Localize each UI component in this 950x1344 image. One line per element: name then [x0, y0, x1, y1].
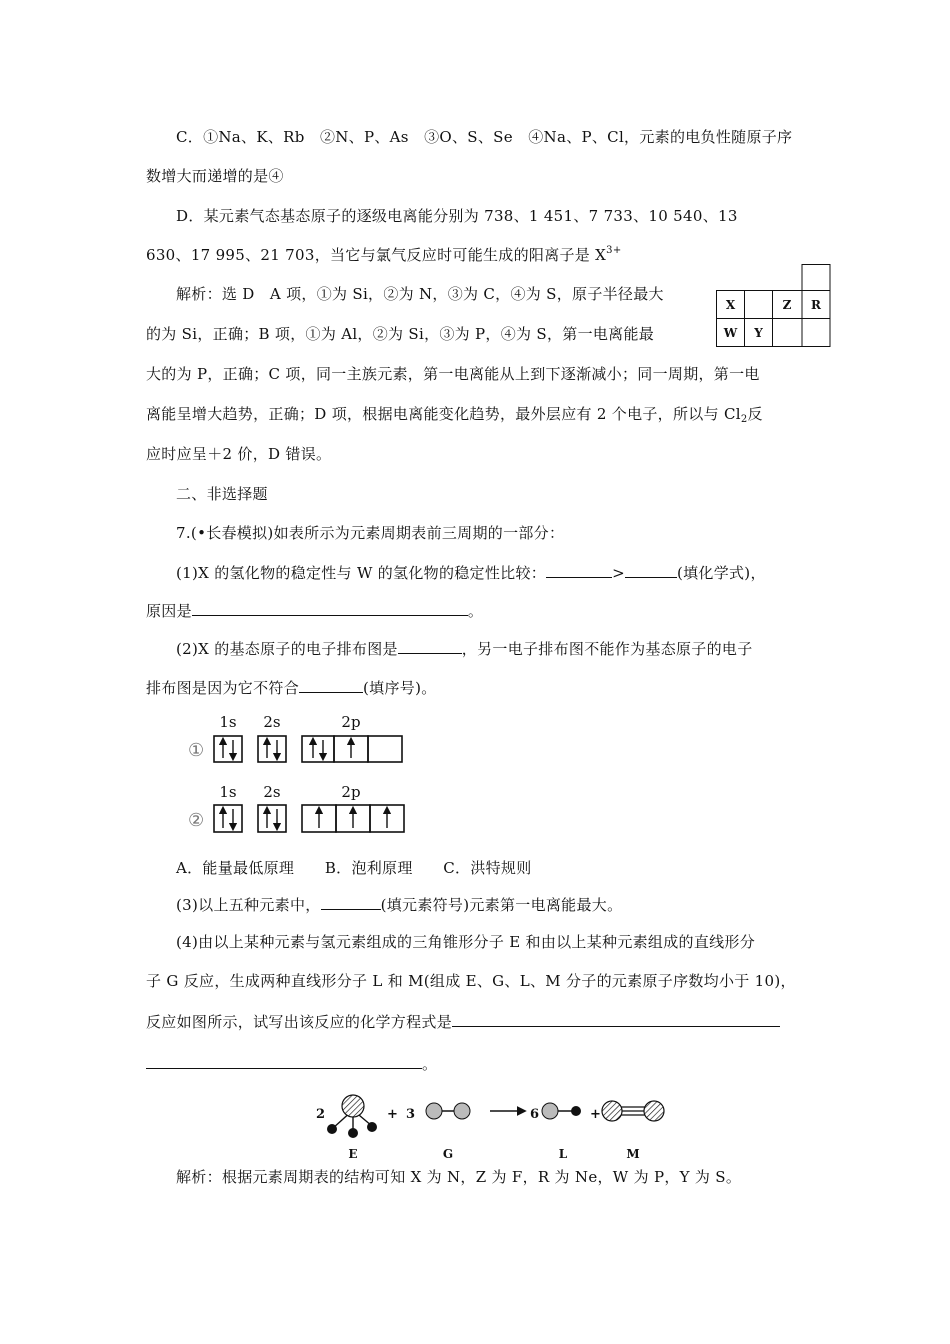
coefficient-l: 6	[530, 1107, 540, 1122]
q7-choices: A．能量最低原理 B．泡利原理 C．洪特规则	[176, 859, 532, 877]
q7-part4-line4: 。	[146, 1053, 437, 1074]
cell-y: Y	[754, 326, 763, 340]
q7-part4-line3: 反应如图所示，试写出该反应的化学方程式是	[146, 1011, 780, 1032]
label-2s: 2s	[263, 783, 281, 801]
label-l: L	[558, 1147, 568, 1161]
diagram-marker-1: ①	[188, 740, 205, 761]
hydrogen-atom	[327, 1124, 337, 1134]
section-heading: 二、非选择题	[176, 485, 268, 503]
diagram-marker-2: ②	[188, 810, 205, 831]
q7-part4-line2: 子 G 反应，生成两种直线形分子 L 和 M(组成 E、G、L、M 分子的元素原子序数均小于 10)，	[146, 972, 796, 990]
q7-part1: (1)X 的氢化物的稳定性与 W 的氢化物的稳定性比较： > (填化学式)，	[176, 564, 766, 582]
orbital-box-2s	[258, 805, 286, 832]
coefficient-e: 2	[316, 1107, 326, 1122]
answer-blank[interactable]	[625, 562, 677, 578]
answer-blank[interactable]	[452, 1011, 780, 1027]
option-d-line1: D．某元素气态基态原子的逐级电离能分别为 738、1 451、7 733、10 540、13	[176, 207, 738, 225]
cell-w: W	[723, 326, 738, 340]
orbital-diagrams	[186, 708, 412, 838]
label-e: E	[348, 1147, 358, 1161]
analysis1-line3: 大的为 P，正确；C 项，同一主族元素，第一电离能从上到下逐渐减小；同一周期，第一电	[146, 365, 760, 383]
answer-blank[interactable]	[192, 600, 468, 616]
answer-blank[interactable]	[299, 677, 363, 693]
label-m: M	[626, 1147, 640, 1161]
orbital-box-2pz	[368, 736, 402, 762]
answer-blank[interactable]	[146, 1053, 422, 1069]
hydrogen-atom	[348, 1128, 358, 1138]
label-1s: 1s	[219, 713, 237, 731]
coefficient-g: 3	[406, 1107, 416, 1122]
option-d-line2: 630、17 995、21 703，当它与氯气反应时可能生成的阳离子是 $X^{3+}$	[146, 245, 622, 264]
cell-z: Z	[782, 298, 792, 312]
q7-part1-reason: 原因是 。	[146, 602, 484, 620]
orbital-box-1s	[214, 736, 242, 762]
orbital-box-1s	[214, 805, 242, 832]
molecule-l	[542, 1103, 581, 1119]
reaction-diagram	[310, 1086, 680, 1162]
molecule-e	[327, 1095, 377, 1138]
option-c-line1: C．①Na、K、Rb ②N、P、As ③O、S、Se ④Na、P、Cl，元素的电负性随原子序	[176, 128, 793, 146]
central-atom	[342, 1095, 364, 1117]
q7-stem: 7.(•长春模拟)如表所示为元素周期表前三周期的一部分：	[176, 524, 565, 542]
option-c-line2: 数增大而递增的是④	[146, 167, 284, 185]
label-2p: 2p	[341, 713, 361, 731]
plus-sign: +	[590, 1107, 601, 1122]
hydrogen-atom	[367, 1122, 377, 1132]
q7-part4-line1: (4)由以上某种元素与氢元素组成的三角锥形分子 E 和由以上某种元素组成的直线形分	[176, 933, 756, 951]
label-2s: 2s	[263, 713, 281, 731]
analysis2: 解析：根据元素周期表的结构可知 X 为 N，Z 为 F，R 为 Ne，W 为 P，Y 为 S。	[176, 1168, 742, 1186]
ion-charge: 3+	[606, 245, 622, 256]
cell-x: X	[725, 298, 736, 312]
cell-r: R	[811, 298, 821, 312]
analysis1-line2: 的为 Si，正确；B 项，①为 Al，②为 Si，③为 P，④为 S，第一电离能最	[146, 325, 655, 343]
answer-blank[interactable]	[546, 562, 612, 578]
molecule-g	[426, 1103, 470, 1119]
analysis1-line5: 应时应呈＋2 价，D 错误。	[146, 445, 332, 463]
q7-part2: (2)X 的基态原子的电子排布图是 ，另一电子排布图不能作为基态原子的电子	[176, 640, 753, 658]
analysis1-line1: 解析：选 D A 项，①为 Si，②为 N，③为 C，④为 S，原子半径最大	[176, 285, 664, 303]
periodic-table-fragment	[716, 264, 832, 348]
label-2p: 2p	[341, 783, 361, 801]
label-g: G	[442, 1147, 454, 1161]
answer-blank[interactable]	[398, 638, 462, 654]
plus-sign: +	[387, 1107, 398, 1122]
molecule-m	[602, 1101, 664, 1121]
answer-blank[interactable]	[321, 894, 381, 910]
q7-part3: (3)以上五种元素中， (填元素符号)元素第一电离能最大。	[176, 896, 623, 914]
orbital-box-2px	[302, 736, 334, 762]
q7-part2-line2: 排布图是因为它不符合 (填序号)。	[146, 679, 437, 697]
analysis1-line4: 离能呈增大趋势，正确；D 项，根据电离能变化趋势，最外层应有 2 个电子，所以与 $Cl_2$反	[146, 405, 763, 425]
orbital-box-2s	[258, 736, 286, 762]
label-1s: 1s	[219, 783, 237, 801]
